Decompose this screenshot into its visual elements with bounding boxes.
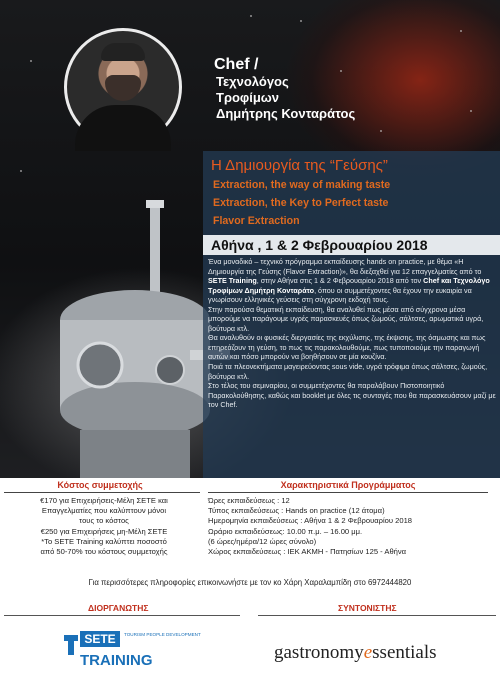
chef-label: Chef /	[214, 56, 259, 73]
coordinator-heading: ΣΥΝΤΟΝΙΣΤΗΣ	[338, 603, 397, 613]
svg-text:SETE: SETE	[84, 632, 116, 646]
description-paragraph-4: Ποιά τα πλεονεκτήματα μαγειρεύοντας sous vide, υγρά τρόφιμα όπως σάλτσες, ζωμούς, βούτυρα κτλ.	[208, 362, 488, 381]
cost-line: Επαγγελματίες που καλύπτουν μόνοι	[41, 506, 167, 516]
chef-title	[214, 56, 414, 122]
program-line: (6 ώρες/ημέρα/12 ώρες σύνολο)	[208, 536, 317, 546]
event-title: Η Δημιουργία της “Γεύσης”	[211, 157, 388, 174]
cost-heading: Κόστος συμμετοχής	[57, 480, 143, 490]
gastronomy-essentials-logo	[272, 636, 482, 666]
cost-details	[4, 496, 204, 557]
chef-role-line2: Τροφίμων	[216, 90, 280, 105]
contact-info: Για περισσότερες πληροφορίες επικοινωνήστε με τον κο Χάρη Χαραλαμπίδη στο 6972444820	[88, 578, 412, 587]
description-paragraph-5: Στο τέλος του σεμιναρίου, οι συμμετέχοντες θα παραλάβουν Πιστοποιητικό Παρακολούθησης, καθώς και booklet με όλες τις συνταγές που θα παρασκευάσουν μαζί με τον Chef.	[208, 381, 496, 410]
divider	[4, 492, 200, 493]
event-subtitle-3: Flavor Extraction	[213, 215, 300, 227]
program-line: Χώρος εκπαιδεύσεως : ΙΕΚ ΑΚΜΗ - Πατησίων 125 - Αθήνα	[208, 547, 407, 557]
organizer-heading: ΔΙΟΡΓΑΝΩΤΗΣ	[88, 603, 149, 613]
chef-name: Δημήτρης Κονταράτος	[216, 106, 356, 121]
event-panel	[203, 151, 500, 478]
kitchen-machine-image	[40, 200, 230, 480]
cost-line: από 50-70% του κόστους συμμετοχής	[40, 547, 168, 557]
program-line: Ώρες εκπαιδεύσεως : 12	[208, 496, 290, 505]
divider	[258, 615, 496, 616]
program-line: Ωράριο εκπαιδεύσεως: 10.00 π.μ. – 16.00 μμ.	[208, 526, 363, 536]
divider	[4, 615, 240, 616]
chef-portrait	[64, 28, 182, 146]
cost-line: €170 για Επιχειρήσεις-Μέλη ΣΕΤΕ και	[40, 496, 168, 505]
description-paragraph-1: Ένα μοναδικό – τεχνικό πρόγραμμα εκπαίδευσης hands on practice, με θέμα «Η Δημιουργία της Γεύσης (Flavor Extraction)», θα διεξαχθεί για 12 επαγγελματίες από το SETE Training, στην Αθήνα στις 1 & 2 Φεβρουαρίου 2018 από τον Chef και Τεχνολόγο Τροφίμων Δημήτρη Κονταράτο, όπου οι συμμετέχοντες θα έχουν την ευκαιρία να γνωρίσουν ελληνικές γεύσεις στη σύγχρονη εκδοχή τους.	[208, 257, 490, 305]
description-paragraph-2: Στην παρούσα θεματική εκπαίδευση, θα αναλυθεί πως μέσα από σύγχρονα μέσα μπορούμε να παράγουμε υγρές παρασκευές όπως ζωμούς, σάλτσες, αρωματικά υγρά, βούτυρα κτλ.	[208, 304, 484, 333]
cost-line: τους το κόστος	[79, 516, 129, 526]
event-subtitle-2: Extraction, the Key to Perfect taste	[213, 197, 389, 209]
cost-line: €250 για Επιχειρήσεις μη-Μέλη ΣΕΤΕ	[40, 526, 168, 536]
program-heading: Χαρακτηριστικά Προγράμματος	[280, 480, 416, 490]
chef-role-line1: Τεχνολόγος	[216, 74, 289, 89]
sete-training-logo	[62, 627, 201, 671]
description-paragraph-3: Θα αναλυθούν οι φυσικές διεργασίες της εκχύλισης, της έκψισης, της όσμωσης και πως επηρεάζουν τη γεύση, το πως τις παρακολουθούμε, πως τυποποιούμε την παραγωγή αυτών και πόσο μπορούν να βοηθήσουν σε μία κουζίνα.	[208, 333, 486, 362]
cost-line: *Το SETE Training καλύπτει ποσοστό	[41, 536, 167, 546]
program-details	[208, 496, 488, 557]
event-subtitle-1: Extraction, the way of making taste	[213, 179, 391, 191]
program-line: Τύπος εκπαιδεύσεως : Hands on practice (12 άτομα)	[208, 506, 385, 516]
svg-text:TOURISM PEOPLE DEVELOPMENT: TOURISM PEOPLE DEVELOPMENT	[124, 632, 201, 637]
info-section	[0, 478, 500, 696]
event-description	[208, 257, 496, 410]
divider	[208, 492, 488, 493]
event-date: Αθήνα , 1 & 2 Φεβρουαρίου 2018	[203, 235, 500, 255]
svg-text:TRAINING: TRAINING	[80, 652, 153, 669]
program-line: Ημερομηνία εκπαιδεύσεως : Αθήνα 1 & 2 Φεβρουαρίου 2018	[208, 516, 413, 526]
svg-text:gastronomyessentials: gastronomyessentials	[274, 642, 437, 663]
